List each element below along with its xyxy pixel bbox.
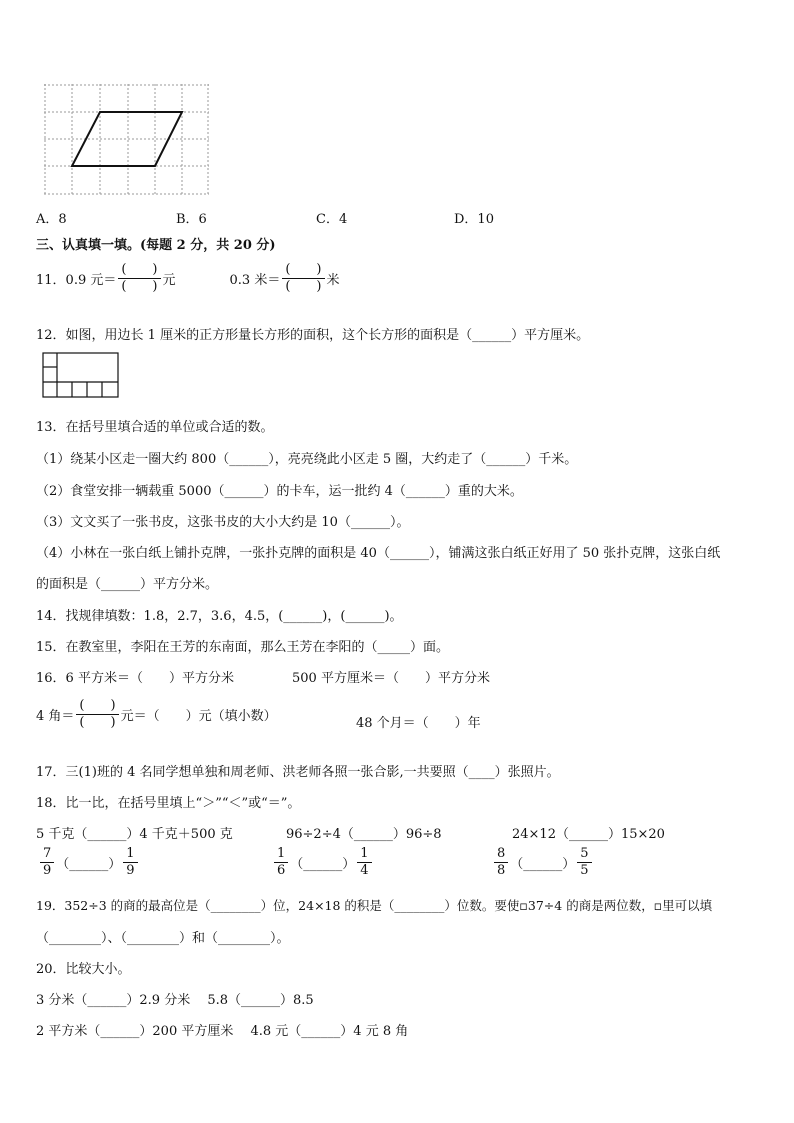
q16-c-prefix: 4 角＝: [36, 709, 75, 724]
question-16-d: 48 个月＝（ ）年: [356, 716, 481, 731]
question-16-b: 500 平方厘米＝（ ）平方分米: [292, 671, 490, 686]
rectangle-squares-figure: [42, 352, 120, 398]
question-17: 17．三(1)班的 4 名同学想单独和周老师、洪老师各照一张合影,一共要照（____）张照片。: [36, 765, 560, 780]
question-13: 13．在括号里填合适的单位或合适的数。: [36, 420, 274, 435]
grid-parallelogram-figure: [44, 84, 210, 196]
q18-f2-right: [357, 846, 371, 879]
question-13-part-4: （4）小林在一张白纸上铺扑克牌，一张扑克牌的面积是 40（______），铺满这张白纸正好用了 50 张扑克牌，这张白纸: [36, 546, 721, 561]
q18-f3-n1: 8: [494, 846, 508, 863]
q18-f2-d2: 4: [360, 863, 369, 878]
q11-right-denominator: ( ): [285, 279, 322, 294]
question-13-part-2: （2）食堂安排一辆载重 5000（______）的卡车，运一批约 4（______）重的大米。: [36, 484, 523, 499]
q11-number: 11．: [36, 273, 66, 288]
q18-f2-n1: 1: [274, 846, 288, 863]
question-15: 15．在教室里，李阳在王芳的东南面，那么王芳在李阳的（_____）面。: [36, 640, 450, 655]
question-18-fraction-compare-3: [492, 846, 594, 879]
q18-f1-right: [123, 846, 137, 879]
q18-f2-d1: 6: [277, 863, 286, 878]
q18-f3-d1: 8: [497, 863, 506, 878]
question-18-fraction-compare-2: [272, 846, 374, 879]
q11-right-unit: 米: [326, 273, 340, 288]
question-18-fraction-compare-1: [38, 846, 140, 879]
question-18-row-1a: 5 千克（______）4 千克＋500 克: [36, 827, 233, 842]
question-20-row-1: 3 分米（______）2.9 分米 5.8（______）8.5: [36, 993, 314, 1008]
q18-f3-right: [577, 846, 591, 879]
q11-left-unit: 元: [162, 273, 176, 288]
q16-c-fraction: [76, 698, 118, 731]
section-title: 三、认真填一填。(每题 2 分，共 20 分): [36, 238, 276, 253]
q18-f1-left: [40, 846, 54, 879]
q11-left-value: 0.9 元＝: [65, 273, 117, 288]
q16-c-suffix: 元＝（ ）元（填小数）: [120, 709, 277, 724]
q18-f2-blank: （______）: [290, 857, 356, 872]
q11-right-numerator: ( ): [282, 262, 324, 279]
q18-f1-blank: （______）: [56, 857, 122, 872]
question-11: [36, 262, 340, 295]
choice-a: A．8: [36, 212, 67, 227]
q18-f1-n2: 1: [123, 846, 137, 863]
q18-f2-left: [274, 846, 288, 879]
question-18-row-1c: 24×12（______）15×20: [512, 827, 665, 842]
question-18-row-1b: 96÷2÷4（______）96÷8: [286, 827, 442, 842]
q18-f1-d1: 9: [43, 863, 52, 878]
question-14: 14．找规律填数：1.8，2.7，3.6，4.5，(______)，(______)。: [36, 609, 403, 624]
q18-f1-d2: 9: [126, 863, 135, 878]
question-19-cont: （________）、（________）和（________）。: [36, 931, 290, 946]
q16-c-numerator: ( ): [76, 698, 118, 715]
q18-f1-n1: 7: [40, 846, 54, 863]
q11-right-fraction: [282, 262, 324, 295]
q18-f2-n2: 1: [357, 846, 371, 863]
q11-left-denominator: ( ): [121, 279, 158, 294]
q11-left-numerator: ( ): [118, 262, 160, 279]
question-13-part-1: （1）绕某小区走一圈大约 800（______），亮亮绕此小区走 5 圈，大约走了（______）千米。: [36, 452, 578, 467]
q18-f3-d2: 5: [580, 863, 589, 878]
question-18: 18．比一比，在括号里填上“＞”“＜”或“＝”。: [36, 796, 301, 811]
question-20-row-2: 2 平方米（______）200 平方厘米 4.8 元（______）4 元 8 角: [36, 1024, 409, 1039]
question-13-part-3: （3）文文买了一张书皮，这张书皮的大小大约是 10（______）。: [36, 515, 410, 530]
choice-b: B．6: [176, 212, 207, 227]
choice-d: D．10: [454, 212, 494, 227]
question-12: 12．如图，用边长 1 厘米的正方形量长方形的面积，这个长方形的面积是（______）平方厘米。: [36, 328, 590, 343]
q11-left-fraction: [118, 262, 160, 295]
question-13-part-4-cont: 的面积是（______）平方分米。: [36, 577, 219, 592]
question-16-a: 16．6 平方米＝（ ）平方分米: [36, 671, 234, 686]
q18-f3-blank: （______）: [510, 857, 576, 872]
question-19: 19．352÷3 的商的最高位是（________）位，24×18 的积是（________）位数。要使▫37÷4 的商是两位数，▫里可以填: [36, 898, 713, 913]
q18-f3-left: [494, 846, 508, 879]
q11-right-value: 0.3 米＝: [229, 273, 281, 288]
q18-f3-n2: 5: [577, 846, 591, 863]
question-20: 20．比较大小。: [36, 962, 131, 977]
q16-c-denominator: ( ): [79, 715, 116, 730]
choice-c: C．4: [316, 212, 348, 227]
question-16-c: [36, 698, 277, 731]
